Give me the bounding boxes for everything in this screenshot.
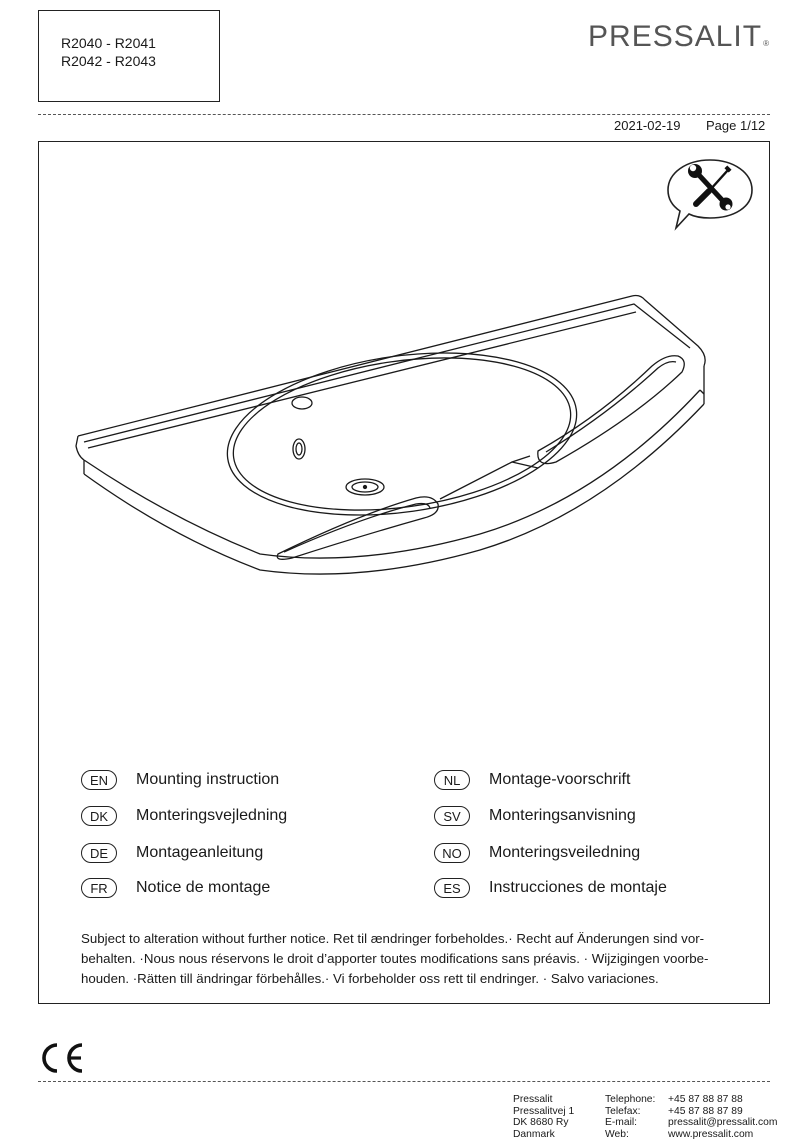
document-date: 2021-02-19 <box>614 118 681 133</box>
language-row-nl <box>434 770 630 790</box>
footer-divider <box>38 1081 770 1082</box>
email-address: pressalit@pressalit.com <box>668 1117 778 1128</box>
address-line: Pressalitvej 1 <box>513 1105 575 1117</box>
language-code-badge: SV <box>434 806 470 826</box>
language-title: Monteringsanvisning <box>489 807 636 824</box>
brand-logo <box>588 20 770 54</box>
language-code-badge: EN <box>81 770 117 790</box>
language-title: Montage-voorschrift <box>489 771 631 788</box>
notice-line: Subject to alteration without further notice. Ret til ændringer forbeholdes.· Recht auf Änderungen sind vor- <box>81 931 705 946</box>
contact-label: E-mail: <box>605 1117 638 1128</box>
telefax-number: +45 87 88 87 89 <box>668 1105 743 1117</box>
contact-label: Telefax: <box>605 1105 641 1117</box>
model-numbers-line-1: R2040 - R2041 <box>61 35 156 51</box>
language-row-fr <box>81 878 270 898</box>
alteration-notice <box>81 929 731 989</box>
language-code-badge: NL <box>434 770 470 790</box>
header-divider <box>38 114 770 115</box>
ce-mark-icon <box>38 1040 86 1076</box>
language-title: Instrucciones de montaje <box>489 879 667 896</box>
footer-contact-labels <box>605 1094 655 1140</box>
model-number-box <box>38 10 220 102</box>
address-line: Danmark <box>513 1128 555 1140</box>
footer-contact-values <box>668 1094 777 1140</box>
page-number: Page 1/12 <box>706 118 766 133</box>
language-code-badge: DK <box>81 806 117 826</box>
washbasin-illustration <box>60 286 720 596</box>
language-row-en <box>81 770 279 790</box>
language-code-badge: NO <box>434 843 470 863</box>
language-code-badge: FR <box>81 878 117 898</box>
wrench-screwdriver-icon <box>662 156 758 234</box>
contact-label: Telephone: <box>605 1094 656 1105</box>
language-title: Monteringsvejledning <box>136 807 288 824</box>
language-code-badge: ES <box>434 878 470 898</box>
footer-address <box>513 1094 574 1140</box>
language-code-badge: DE <box>81 843 117 863</box>
language-title: Monteringsveiledning <box>489 844 641 861</box>
language-title: Mounting instruction <box>136 771 280 788</box>
language-row-de <box>81 843 263 863</box>
telephone-number: +45 87 88 87 88 <box>668 1094 743 1105</box>
address-line: DK 8680 Ry <box>513 1117 569 1128</box>
language-row-sv <box>434 806 636 826</box>
contact-label: Web: <box>605 1128 629 1140</box>
brand-name: PRESSALIT <box>588 20 763 53</box>
registered-mark: ® <box>763 39 770 48</box>
model-numbers-line-2: R2042 - R2043 <box>61 53 156 69</box>
website-url: www.pressalit.com <box>668 1128 754 1140</box>
notice-line: houden. ·Rätten till ändringar förbehålles.· Vi forbeholder oss rett til endringer. · Salvo variaciones. <box>81 971 659 986</box>
language-row-es <box>434 878 667 898</box>
language-title: Notice de montage <box>136 879 271 896</box>
language-row-no <box>434 843 640 863</box>
address-line: Pressalit <box>513 1094 553 1105</box>
language-title: Montageanleitung <box>136 844 264 861</box>
notice-line: behalten. ·Nous nous réservons le droit d’apporter toutes modifications sans préavis. · Wijzigingen voorbe- <box>81 951 709 966</box>
language-row-dk <box>81 806 287 826</box>
